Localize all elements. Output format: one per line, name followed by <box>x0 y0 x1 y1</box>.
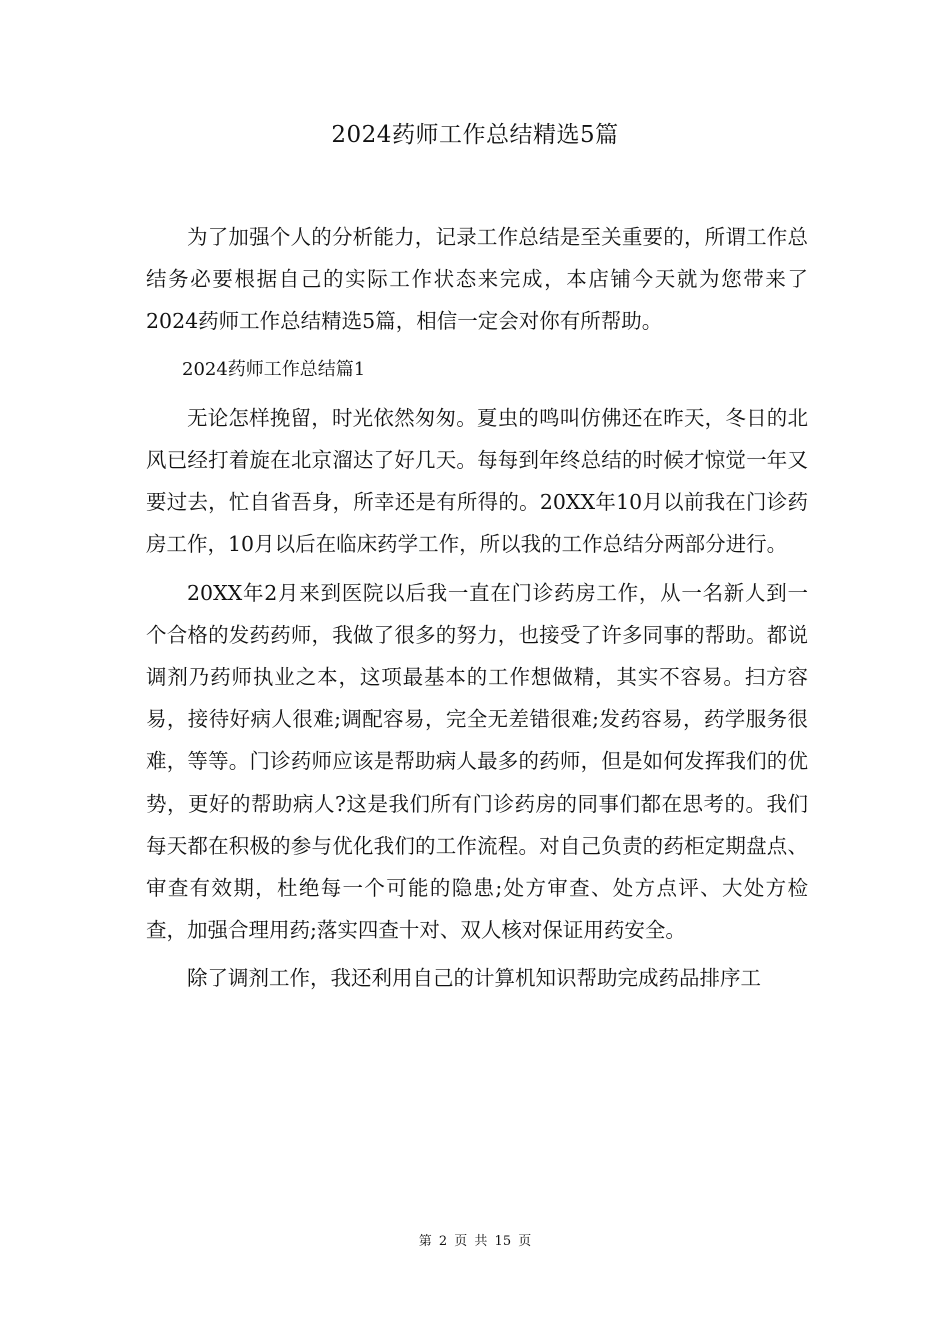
document-body <box>146 216 808 1006</box>
section-heading: 2024药师工作总结篇1 <box>182 358 366 380</box>
body-paragraph: 20XX年2月来到医院以后我一直在门诊药房工作，从一名新人到一个合格的发药药师，我做了很多的努力，也接受了许多同事的帮助。都说调剂乃药师执业之本，这项最基本的工作想做精，其实不容易。扫方容易，接待好病人很难;调配容易，完全无差错很难;发药容易，药学服务很难，等等。门诊药师应该是帮助病人最多的药师，但是如何发挥我们的优势，更好的帮助病人?这是我们所有门诊药房的同事们都在思考的。我们每天都在积极的参与优化我们的工作流程。对自己负责的药柜定期盘点、审查有效期，杜绝每一个可能的隐患;处方审查、处方点评、大处方检查，加强合理用药;落实四查十对、双人核对保证用药安全。 <box>146 580 808 943</box>
body-paragraph: 无论怎样挽留，时光依然匆匆。夏虫的鸣叫仿佛还在昨天，冬日的北风已经打着旋在北京溜达了好几天。每每到年终总结的时候才惊觉一年又要过去，忙自省吾身，所幸还是有所得的。20XX年10月以前我在门诊药房工作，10月以后在临床药学工作，所以我的工作总结分两部分进行。 <box>146 405 808 557</box>
page-number-footer: 第 2 页 共 15 页 <box>418 1234 532 1249</box>
intro-paragraph: 为了加强个人的分析能力，记录工作总结是至关重要的，所谓工作总结务必要根据自己的实际工作状态来完成，本店铺今天就为您带来了2024药师工作总结精选5篇，相信一定会对你有所帮助。 <box>146 225 808 334</box>
body-paragraph: 除了调剂工作，我还利用自己的计算机知识帮助完成药品排序工 <box>187 966 761 991</box>
document-title: 2024药师工作总结精选5篇 <box>331 122 619 148</box>
